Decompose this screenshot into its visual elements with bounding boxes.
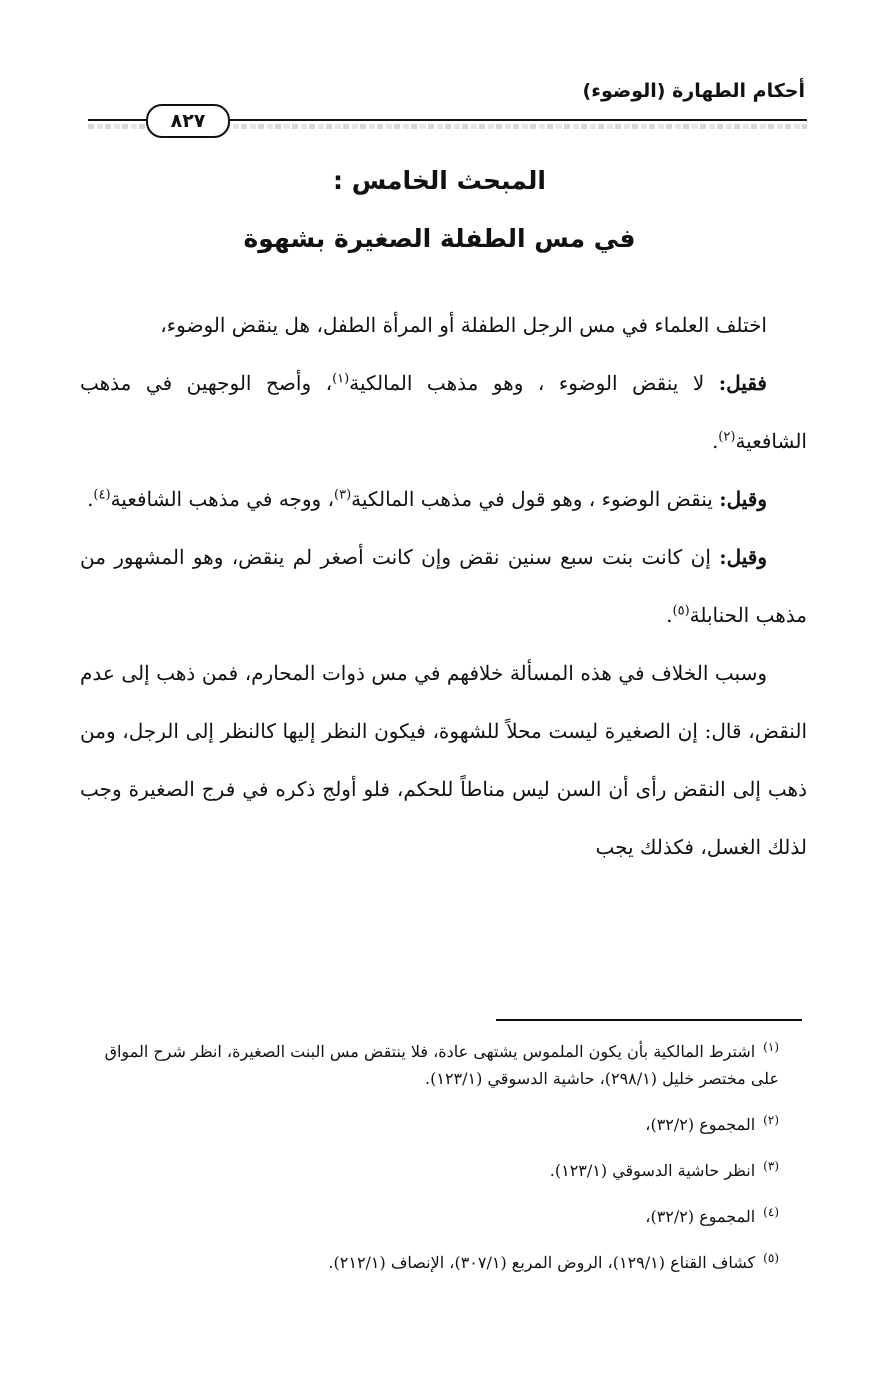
footnote-number: (٣) (763, 1158, 779, 1173)
footnote-ref-1: (١) (332, 371, 350, 387)
page-number: ٨٢٧ (146, 104, 230, 138)
section-subtitle: في مس الطفلة الصغيرة بشهوة (243, 224, 636, 253)
footnote-text: كشاف القناع (١٢٩/١)، الروض المربع (٣٠٧/١)، الإنصاف (٢١٢/١). (328, 1253, 756, 1272)
footnote-3 (80, 1157, 807, 1184)
paragraph-lead: فقيل: (718, 371, 767, 395)
footnote-number: (٢) (763, 1112, 779, 1127)
paragraph-lead: وقيل: (719, 487, 767, 511)
footnote-text: المجموع (٣٢/٢)، (645, 1115, 756, 1134)
footnote-1 (80, 1038, 807, 1092)
footnote-number: (٥) (763, 1250, 779, 1265)
paragraph-text: ينقض الوضوء ، وهو قول في مذهب المالكية (351, 487, 720, 511)
footnote-5 (80, 1249, 807, 1276)
body-text (80, 296, 807, 876)
paragraph-4 (80, 528, 807, 644)
section-heading: المبحث الخامس : (333, 166, 546, 195)
paragraph-text: . (87, 487, 94, 511)
footnote-ref-4: (٤) (93, 487, 111, 503)
footnote-text: انظر حاشية الدسوقي (١٢٣/١). (549, 1161, 756, 1180)
paragraph-text: . (666, 603, 673, 627)
footnote-divider (496, 1019, 802, 1021)
footnote-number: (١) (763, 1039, 779, 1054)
footnote-text: المجموع (٣٢/٢)، (645, 1207, 756, 1226)
paragraph-3 (80, 470, 807, 528)
paragraph-text: إن كانت بنت سبع سنين نقض وإن كانت أصغر لم ينقض، وهو المشهور من مذهب الحنابلة (80, 545, 807, 627)
footnote-4 (80, 1203, 807, 1230)
paragraph-text: لا ينقض الوضوء ، وهو مذهب المالكية (349, 371, 719, 395)
footnotes (80, 1038, 807, 1295)
paragraph-text: ، ووجه في مذهب الشافعية (110, 487, 335, 511)
running-title: أحكام الطهارة (الوضوء) (582, 80, 805, 102)
paragraph-5: وسبب الخلاف في هذه المسألة خلافهم في مس ذوات المحارم، فمن ذهب إلى عدم النقض، قال: إن الصغيرة ليست محلاً للشهوة، فيكون النظر إليها كالنظر إلى الرجل، ومن ذهب إلى النقض رأى أن السن ليس مناطاً للحكم، فلو أولج ذكره في فرج الصغيرة وجب لذلك الغسل، فكذلك يجب (80, 661, 807, 859)
footnote-text: اشترط المالكية بأن يكون الملموس يشتهى عادة، فلا ينتقض مس البنت الصغيرة، انظر شرح المواق على مختصر خليل (٢٩٨/١)، حاشية الدسوقي (١٢٣/١). (104, 1042, 779, 1088)
paragraph-text: . (711, 429, 719, 453)
footnote-2 (80, 1111, 807, 1138)
paragraph-text: ، وأصح الوجهين في مذهب الشافعية (80, 371, 807, 453)
paragraph-2 (80, 354, 807, 470)
footnote-ref-5: (٥) (672, 603, 690, 619)
paragraph-1: اختلف العلماء في مس الرجل الطفلة أو المرأة الطفل، هل ينقض الوضوء، (160, 313, 767, 337)
footnote-ref-3: (٣) (334, 487, 352, 503)
footnote-ref-2: (٢) (718, 429, 736, 445)
footnote-number: (٤) (763, 1204, 779, 1219)
paragraph-lead: وقيل: (719, 545, 767, 569)
